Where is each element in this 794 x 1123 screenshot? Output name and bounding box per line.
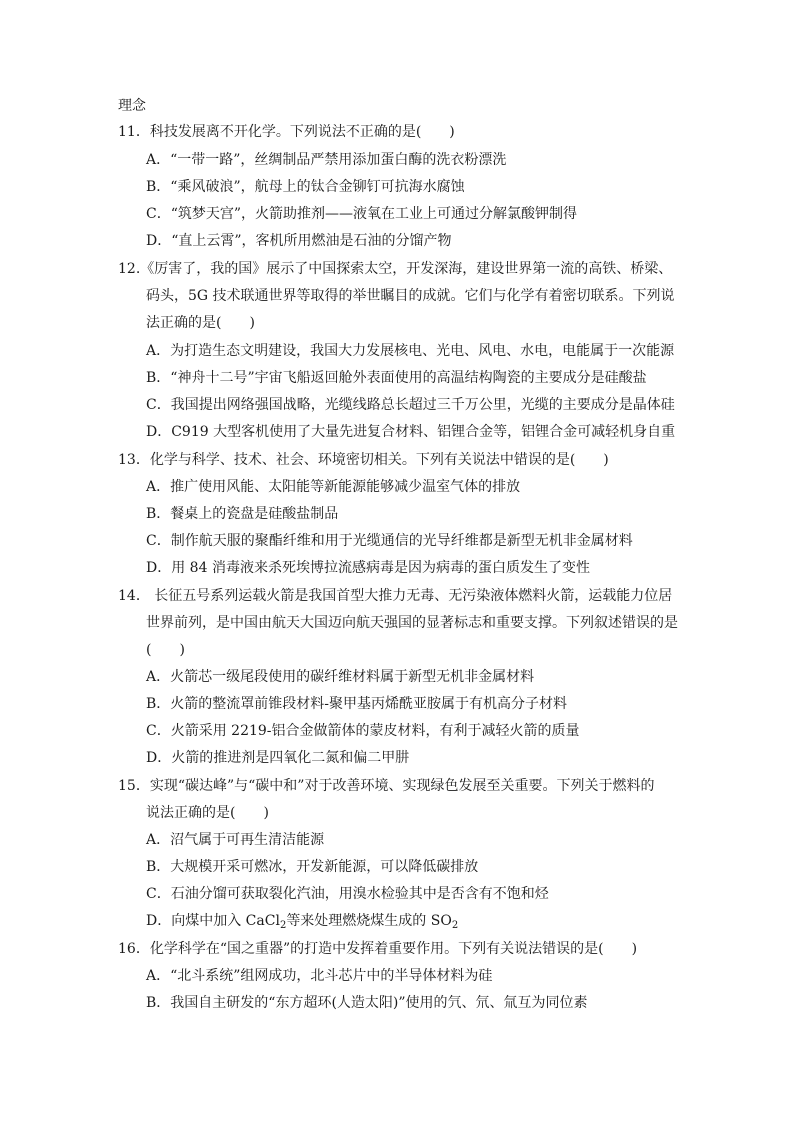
- q14-option-c: C．火箭采用 2219-铝合金做箭体的蒙皮材料，有利于减轻火箭的质量: [146, 723, 580, 739]
- question-11-stem: 11．科技发展离不开化学。下列说法不正确的是( ): [118, 124, 455, 140]
- question-12-stem-line2: 码头，5G 技术联通世界等取得的举世瞩目的成就。它们与化学有着密切联系。下列说: [146, 288, 675, 304]
- q13-option-d: D．用 84 消毒液来杀死埃博拉流感病毒是因为病毒的蛋白质发生了变性: [146, 560, 590, 576]
- question-13-stem: 13．化学与科学、技术、社会、环境密切相关。下列有关说法中错误的是( ): [118, 452, 609, 468]
- question-14-stem-line2: 世界前列，是中国由航天大国迈向航天强国的显著标志和重要支撑。下列叙述错误的是: [146, 615, 678, 631]
- q15-option-b: B．大规模开采可燃冰，开发新能源，可以降低碳排放: [146, 859, 479, 875]
- question-12-stem-line1: 12.《厉害了，我的国》展示了中国探索太空，开发深海，建设世界第一流的高铁、桥梁、: [118, 261, 673, 277]
- q12-option-b: B．“神舟十二号”宇宙飞船返回舱外表面使用的高温结构陶瓷的主要成分是硅酸盐: [146, 370, 647, 386]
- question-14-stem-line3: ( ): [146, 642, 185, 658]
- header-fragment: 理念: [118, 98, 146, 114]
- q13-option-c: C．制作航天服的聚酯纤维和用于光缆通信的光导纤维都是新型无机非金属材料: [146, 533, 633, 549]
- q11-option-c: C．“筑梦天宫”，火箭助推剂——液氧在工业上可通过分解氯酸钾制得: [146, 206, 578, 222]
- q12-option-c: C．我国提出网络强国战略，光缆线路总长超过三千万公里，光缆的主要成分是晶体硅: [146, 397, 675, 413]
- q15-option-d-prefix: D．向煤中加入 CaCl: [146, 913, 280, 929]
- q12-option-a: A．为打造生态文明建设，我国大力发展核电、光电、风电、水电，电能属于一次能源: [146, 343, 675, 359]
- question-16-stem: 16．化学科学在“国之重器”的打造中发挥着重要作用。下列有关说法错误的是( ): [118, 941, 638, 957]
- question-14-stem-line1: 14． 长征五号系列运载火箭是我国首型大推力无毒、无污染液体燃料火箭，运载能力位居: [118, 588, 673, 604]
- q13-option-a: A．推广使用风能、太阳能等新能源能够减少温室气体的排放: [146, 479, 521, 495]
- q15-option-d: [146, 911, 458, 931]
- q16-option-b: B．我国自主研发的“东方超环(人造太阳)”使用的氕、氘、氚互为同位素: [146, 995, 588, 1011]
- q16-option-a: A．“北斗系统”组网成功，北斗芯片中的半导体材料为硅: [146, 968, 493, 984]
- question-15-stem-line1: 15．实现“碳达峰”与“碳中和”对于改善环境、实现绿色发展至关重要。下列关于燃料的: [118, 778, 655, 794]
- q15-option-c: C．石油分馏可获取裂化汽油，用溴水检验其中是否含有不饱和烃: [146, 886, 549, 902]
- q14-option-a: A．火箭芯一级尾段使用的碳纤维材料属于新型无机非金属材料: [146, 669, 535, 685]
- q11-option-a: A．“一带一路”，丝绸制品严禁用添加蛋白酶的洗衣粉漂洗: [146, 152, 507, 168]
- question-12-stem-line3: 法正确的是( ): [146, 315, 255, 331]
- q15-option-d-subscript-2: 2: [451, 920, 459, 931]
- q11-option-b: B．“乘风破浪”，航母上的钛合金铆钉可抗海水腐蚀: [146, 179, 465, 195]
- q13-option-b: B．餐桌上的瓷盘是硅酸盐制品: [146, 506, 339, 522]
- q15-option-a: A．沼气属于可再生清洁能源: [146, 832, 325, 848]
- question-15-stem-line2: 说法正确的是( ): [146, 805, 269, 821]
- q14-option-b: B．火箭的整流罩前锥段材料-聚甲基丙烯酰亚胺属于有机高分子材料: [146, 696, 568, 712]
- q11-option-d: D．“直上云霄”，客机所用燃油是石油的分馏产物: [146, 233, 452, 249]
- q15-option-d-middle: 等来处理燃烧煤生成的 SO: [286, 913, 452, 929]
- q15-option-d-subscript-1: 2: [279, 920, 287, 931]
- q14-option-d: D．火箭的推进剂是四氧化二氮和偏二甲肼: [146, 750, 410, 766]
- q12-option-d: D．C919 大型客机使用了大量先进复合材料、铝锂合金等，铝锂合金可减轻机身自重: [146, 424, 676, 440]
